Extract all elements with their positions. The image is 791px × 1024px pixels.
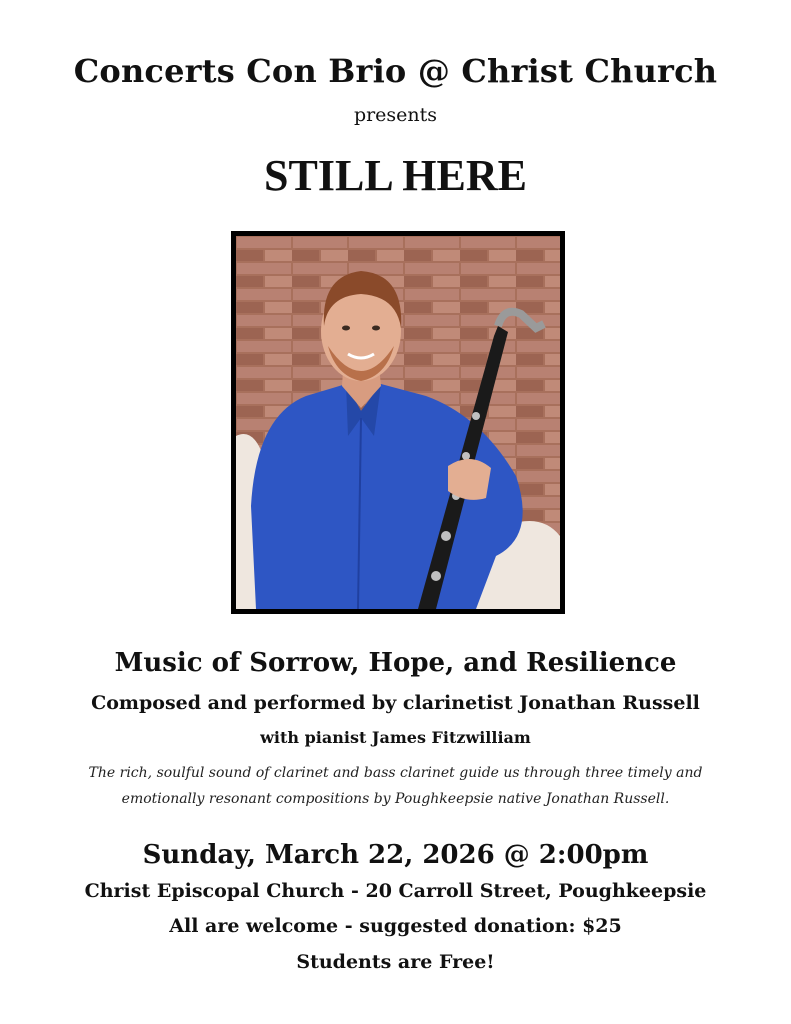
- event-date-time: Sunday, March 22, 2026 @ 2:00pm: [142, 840, 649, 870]
- students-free-note: Students are Free!: [296, 951, 495, 973]
- pianist-credit: with pianist James Fitzwilliam: [260, 728, 531, 747]
- composer-credit: Composed and performed by clarinetist Jonathan Russell: [91, 692, 700, 714]
- show-title: STILL HERE: [264, 151, 527, 200]
- program-subtitle: Music of Sorrow, Hope, and Resilience: [114, 648, 677, 678]
- presents-label: presents: [353, 104, 438, 126]
- admission-info: All are welcome - suggested donation: $25: [169, 915, 622, 937]
- program-description: The rich, soulful sound of clarinet and bass clarinet guide us through three timely and emotionally resonant compositions by Poughkeepsie native Jonathan Russell.: [88, 765, 703, 807]
- performer-photo: [231, 231, 565, 614]
- performer-portrait-illustration: [236, 236, 560, 609]
- organization-title: Concerts Con Brio @ Christ Church: [73, 52, 718, 90]
- event-venue: Christ Episcopal Church - 20 Carroll Street, Poughkeepsie: [84, 880, 707, 902]
